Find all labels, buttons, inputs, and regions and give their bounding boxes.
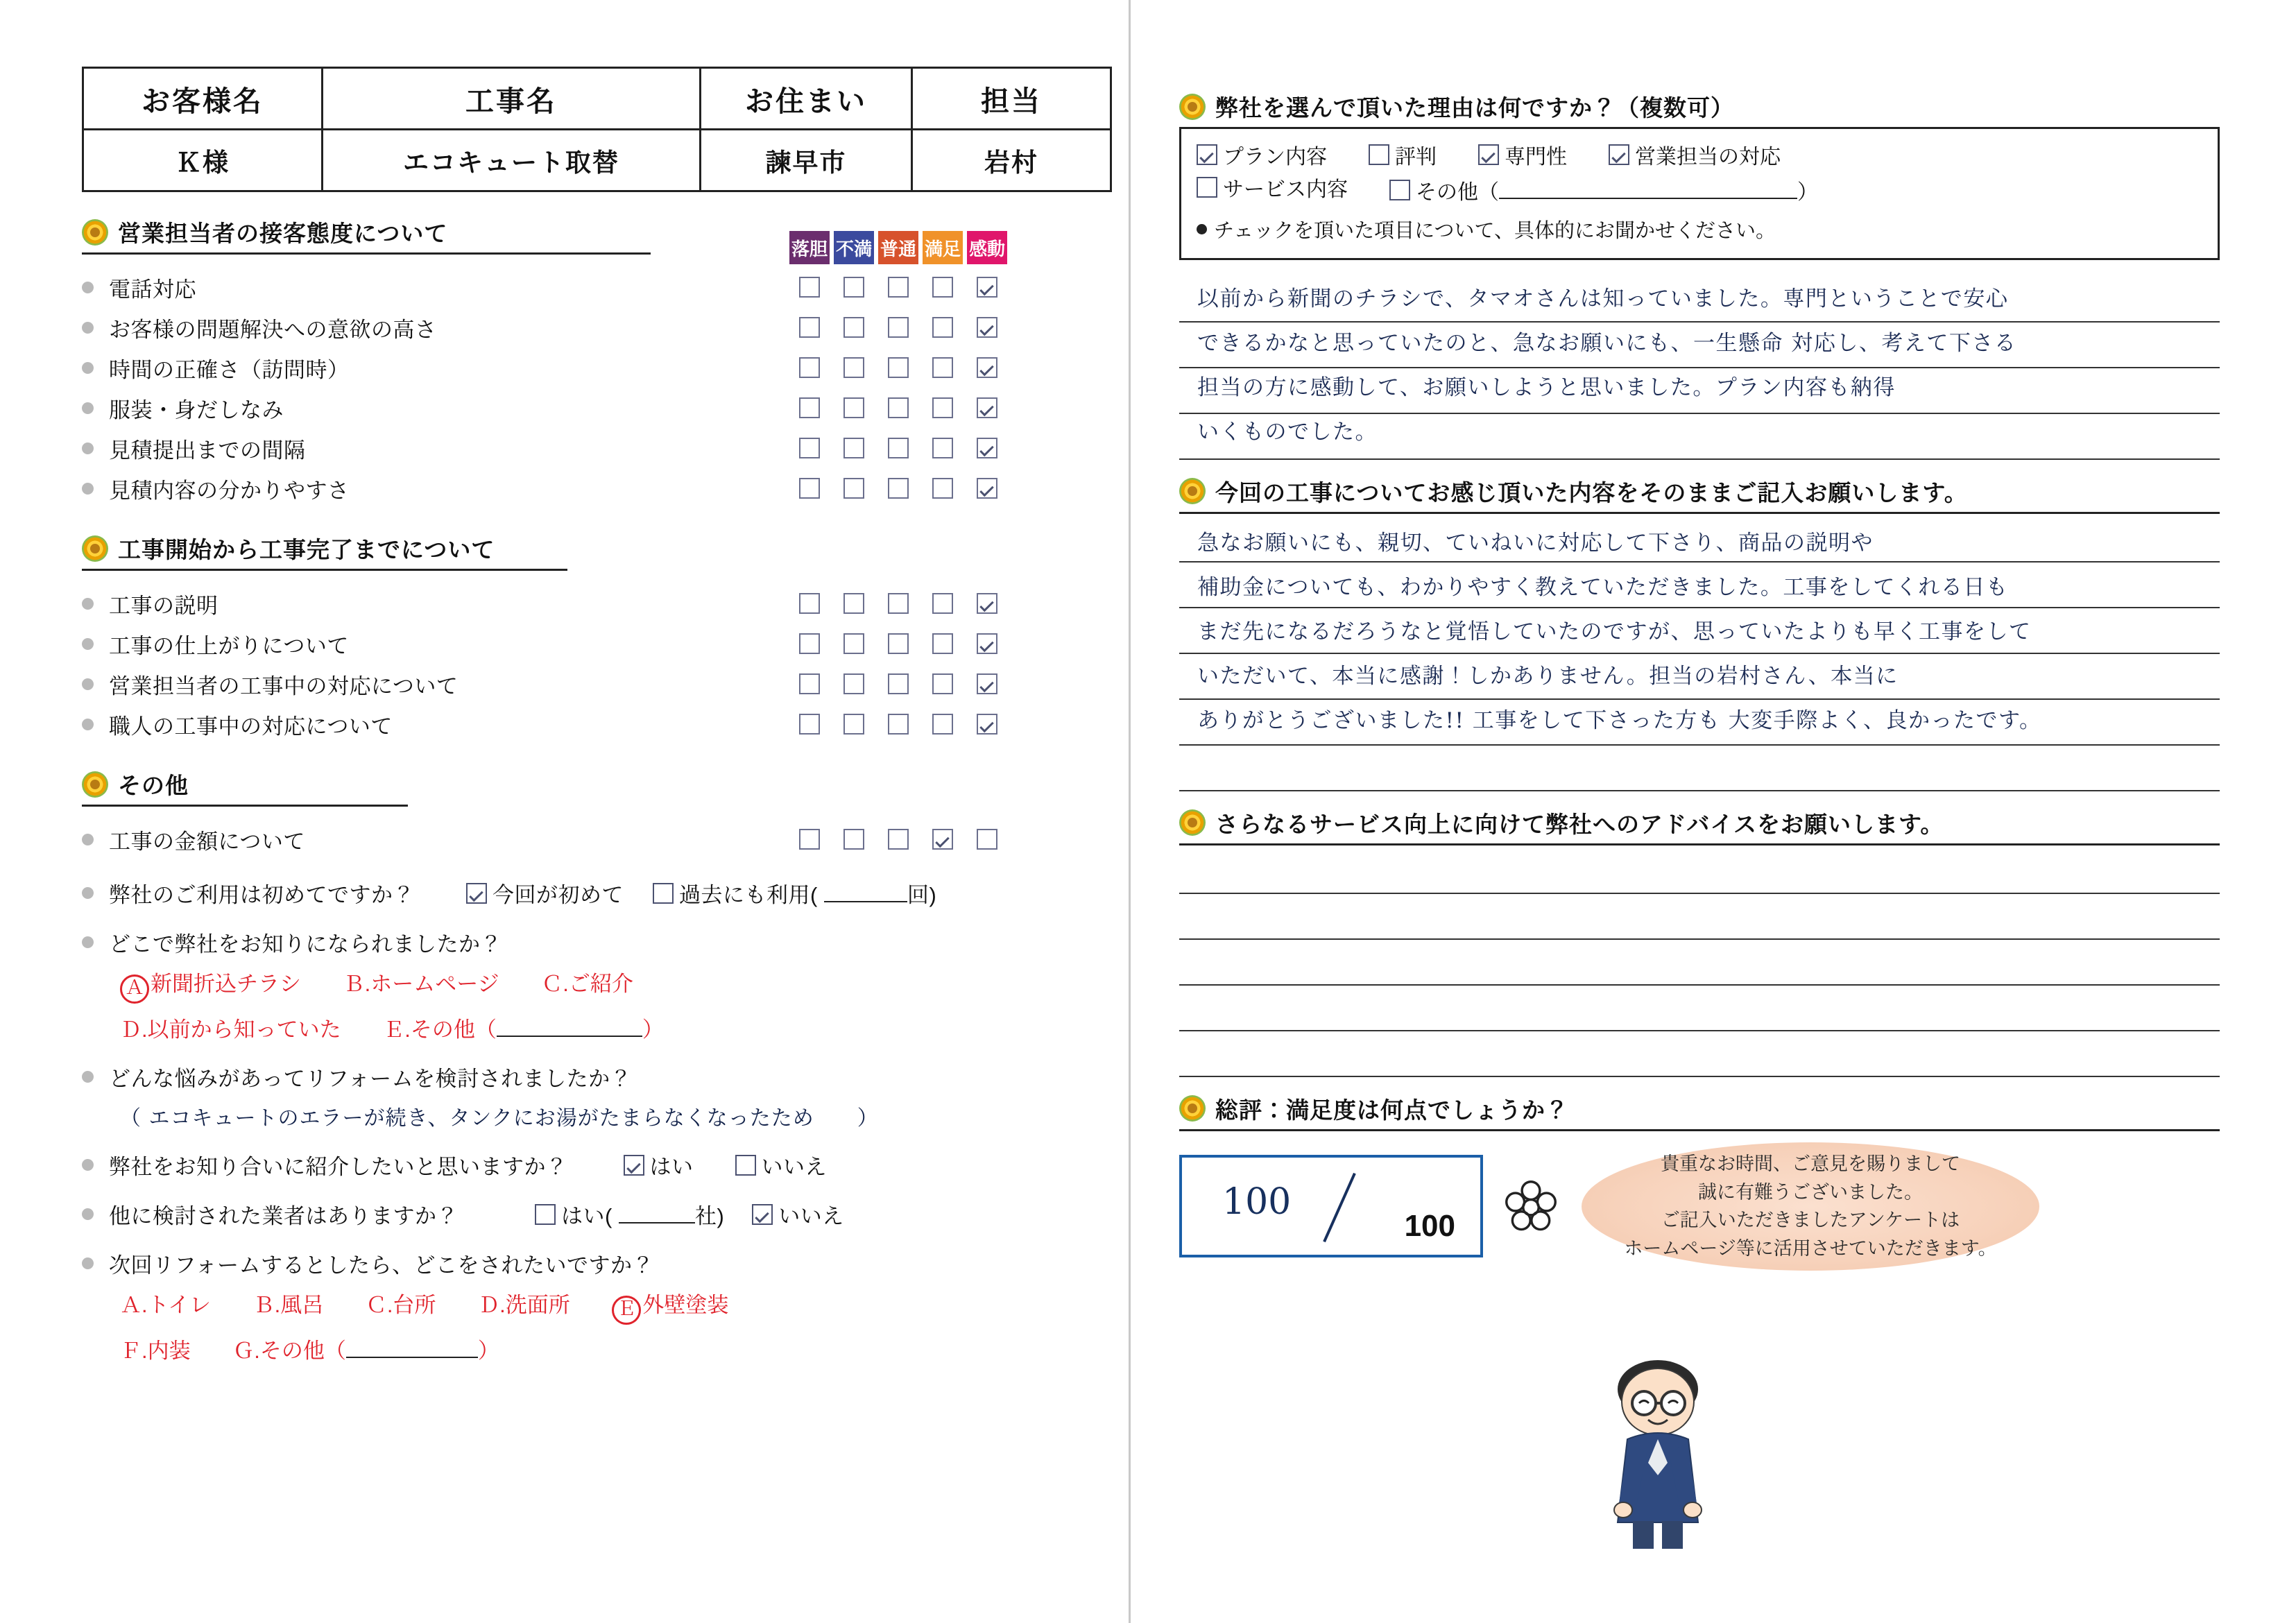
reason-option-sales-response[interactable]: 営業担当の対応 [1609,141,1781,174]
impression-hw-line-2: 補助金についても、わかりやすく教えていただきました。工事をしてくれる日も [1197,574,2009,600]
impression-hw-line-5: ありがとうございました!! 工事をして下さった方も 大変手際よく、良かったです。 [1197,707,2042,733]
reason-note: チェックを頂いた項目について、具体的にお聞かせください。 [1197,216,2202,247]
question-next-reform [82,1248,1102,1364]
flower-logo-icon [1501,1176,1561,1236]
bullet-icon [82,1159,94,1171]
section-3-rows [82,819,1102,859]
checkbox-fuman[interactable] [843,673,864,694]
rating-row [82,664,1102,704]
rating-row-label: お客様の問題解決への意欲の高さ [109,317,437,342]
label-first-time: 今回が初めて [492,883,624,907]
rating-row [82,388,1102,428]
label-referral-no: いいえ [761,1155,827,1179]
checkbox-manzoku[interactable] [932,317,953,338]
legend-item-0: 落胆 [789,231,830,264]
circle-marker-A: Ａ [120,974,149,1004]
reason-handwriting-area[interactable] [1179,277,2220,460]
checkbox-fuman[interactable] [843,593,864,614]
td-staff: 岩村 [912,130,1111,191]
checkbox-kandou[interactable] [977,438,997,458]
question-trouble [82,1061,1102,1131]
sunflower-icon [1179,809,1206,836]
question-referral [82,1149,1102,1180]
bullet-icon [82,1208,94,1220]
impression-hw-line-3: まだ先になるだろうなと覚悟していたのですが、思っていたよりも早く工事をして [1197,619,2032,644]
answer-trouble[interactable]: （ エコキュートのエラーが続き、タンクにお湯がたまらなくなったため ） [120,1106,879,1131]
label-other-vendor-yes: はい( [561,1204,612,1228]
checkbox-rakutan[interactable] [799,714,820,735]
sunflower-icon [82,771,108,798]
checkbox-futsuu[interactable] [888,673,909,694]
question-first-use-label: 弊社のご利用は初めてですか？ [109,883,415,907]
option-C-referral[interactable]: Ｃ.ご紹介 [541,972,633,996]
th-work-name: 工事名 [323,68,701,130]
checkbox-futsuu[interactable] [888,714,909,735]
score-title: 総評：満足度は何点でしょうか？ [1215,1097,1569,1123]
checkbox-manzoku[interactable] [932,673,953,694]
bullet-icon [82,402,94,414]
checkbox-kandou[interactable] [977,673,997,694]
input-use-count[interactable] [824,877,907,902]
impression-hw-line-4: いただいて、本当に感謝！しかありません。担当の岩村さん、本当に [1197,663,1899,689]
checkbox-fuman[interactable] [843,829,864,850]
checkbox-service[interactable] [1197,177,1217,198]
bullet-icon [82,678,94,690]
how-know-options-line2 [120,1012,1102,1043]
section-3-heading [82,768,1102,800]
th-residence: お住まい [701,68,912,130]
rating-row-label: 電話対応 [109,277,196,302]
rating-row-label: 工事の説明 [109,593,219,618]
reason-title: 弊社を選んで頂いた理由は何ですか？（複数可） [1215,95,1734,121]
option-D-washroom[interactable]: Ｄ.洗面所 [478,1293,570,1317]
checkbox-manzoku[interactable] [932,478,953,499]
impression-rule [1179,512,2220,514]
checkbox-rakutan[interactable] [799,438,820,458]
checkbox-rakutan[interactable] [799,357,820,378]
section-1-rows [82,267,1102,508]
thanks-line-1: 貴重なお時間、ご意見を賜りまして [1661,1153,1960,1175]
reason-heading [1179,90,2220,123]
checkbox-futsuu[interactable] [888,829,909,850]
checkbox-manzoku[interactable] [932,357,953,378]
checkbox-manzoku[interactable] [932,438,953,458]
impression-hw-line-1: 急なお願いにも、親切、ていねいに対応して下さり、商品の説明や [1197,530,1874,556]
rating-row [82,704,1102,744]
rating-row-label: 工事の金額について [109,829,305,854]
input-how-know-other[interactable] [497,1012,642,1037]
bullet-icon [82,1071,94,1083]
checkbox-kandou[interactable] [977,357,997,378]
score-rule [1179,1129,2220,1131]
input-vendor-count[interactable] [619,1199,695,1223]
rating-row-label: 職人の工事中の対応について [109,714,393,739]
sunflower-icon [1179,1095,1206,1122]
checkbox-sales-response[interactable] [1609,144,1629,165]
rating-checkbox-group[interactable] [789,351,1007,384]
rating-row [82,624,1102,664]
square-bullet-icon [1197,224,1207,234]
bullet-icon [82,362,94,374]
option-G-other[interactable]: Ｇ.その他（ ） [232,1339,499,1363]
checkbox-rakutan[interactable] [799,317,820,338]
option-C-kitchen[interactable]: Ｃ.台所 [365,1293,436,1317]
bullet-icon [82,598,94,610]
bullet-icon [82,719,94,730]
section-1-rule [82,252,651,255]
section-2-title: 工事開始から工事完了までについて [118,537,495,563]
next-reform-options-line1 [120,1287,1102,1325]
bullet-icon [82,322,94,334]
legend-item-4: 感動 [967,231,1007,264]
rating-row-label: 営業担当者の工事中の対応について [109,673,459,698]
thanks-line-3: ご記入いただきましたアンケートは [1661,1210,1960,1231]
rule-line [1179,894,2220,940]
sunflower-icon [82,219,108,246]
td-residence: 諫早市 [701,130,912,191]
reason-option-plan[interactable]: プラン内容 [1197,141,1327,174]
rating-row [82,307,1102,347]
right-column [1179,67,2220,1271]
advice-rule [1179,843,2220,845]
sunflower-icon [1179,478,1206,504]
rating-row [82,583,1102,624]
option-E-other[interactable]: Ｅ.その他（ ） [383,1017,664,1042]
rating-row [82,428,1102,468]
checkbox-first-time[interactable] [466,883,487,904]
section-2-rows [82,583,1102,744]
section-1-title: 営業担当者の接客態度について [118,221,448,246]
mascot-illustration [1588,1349,1727,1550]
rating-checkbox-group[interactable] [789,823,1007,856]
how-know-options-line1 [120,966,1102,1004]
option-B-homepage[interactable]: Ｂ.ホームページ [343,972,499,996]
rating-checkbox-group[interactable] [789,311,1007,344]
checkbox-fuman[interactable] [843,478,864,499]
bullet-icon [82,936,94,948]
checkbox-rakutan[interactable] [799,673,820,694]
checkbox-kandou[interactable] [977,277,997,298]
checkbox-other-vendor-no[interactable] [752,1204,773,1225]
checkbox-manzoku[interactable] [932,829,953,850]
question-first-use [82,877,1102,909]
circle-marker-E: Ｅ [612,1296,641,1325]
advice-handwriting-area[interactable] [1179,848,2220,1077]
rating-checkbox-group[interactable] [789,391,1007,424]
rating-row-label: 見積提出までの間隔 [109,438,306,463]
rating-row-label: 服装・身だしなみ [109,397,284,422]
td-work-name: エコキュート取替 [323,130,701,191]
rule-line [1179,986,2220,1031]
rating-checkbox-group[interactable] [789,587,1007,620]
checkbox-expertise[interactable] [1478,144,1499,165]
checkbox-used-before[interactable] [653,883,674,904]
reason-option-service[interactable]: サービス内容 [1197,174,1348,209]
bullet-icon [82,887,94,899]
score-value: 100 [1222,1181,1292,1223]
reason-hw-line-2: できるかなと思っていたのと、急なお願いにも、一生懸命 対応し、考えて下さる [1197,330,2017,356]
thanks-line-4: ホームページ等に活用させていただきます。 [1624,1237,1997,1259]
rating-checkbox-group[interactable] [789,707,1007,741]
reason-hw-line-3: 担当の方に感動して、お願いしようと思いました。プラン内容も納得 [1197,375,1896,400]
thanks-line-2: 誠に有難うございました。 [1698,1181,1923,1203]
checkbox-fuman[interactable] [843,357,864,378]
rating-row-label: 時間の正確さ（訪問時） [109,357,350,382]
checkbox-rakutan[interactable] [799,829,820,850]
checkbox-manzoku[interactable] [932,633,953,654]
sunflower-icon [82,535,108,562]
checkbox-fuman[interactable] [843,397,864,418]
rating-checkbox-group[interactable] [789,270,1007,304]
checkbox-kandou[interactable] [977,829,997,850]
checkbox-referral-no[interactable] [735,1155,756,1176]
question-how-know-label: どこで弊社をお知りになられましたか？ [109,932,502,956]
advice-heading [1179,807,2220,839]
reason-options-row1 [1197,141,2202,174]
rating-checkbox-group[interactable] [789,472,1007,505]
rating-row-label: 見積内容の分かりやすさ [109,478,350,503]
reason-option-expertise[interactable]: 専門性 [1478,141,1567,174]
checkbox-futsuu[interactable] [888,438,909,458]
bullet-icon [82,1257,94,1269]
rating-legend [789,231,1007,264]
bullet-icon [82,282,94,293]
table-header-row [83,68,1111,130]
section-2-heading [82,532,1102,565]
checkbox-other-reason[interactable] [1389,180,1410,200]
checkbox-rakutan[interactable] [799,277,820,298]
sunflower-icon [1179,94,1206,120]
section-3-title: その他 [118,773,189,798]
rating-checkbox-group[interactable] [789,667,1007,701]
reason-hw-line-4: いくものでした。 [1197,419,1378,445]
reason-option-reputation[interactable]: 評判 [1369,141,1437,174]
section-3-rule [82,805,408,807]
checkbox-rakutan[interactable] [799,478,820,499]
checkbox-rakutan[interactable] [799,593,820,614]
label-referral-yes: はい [649,1155,694,1179]
rating-row [82,468,1102,508]
rating-row [82,819,1102,859]
checkbox-rakutan[interactable] [799,397,820,418]
checkbox-plan[interactable] [1197,144,1217,165]
bullet-icon [82,638,94,650]
checkbox-rakutan[interactable] [799,633,820,654]
checkbox-futsuu[interactable] [888,397,909,418]
rating-row [82,267,1102,307]
rating-row-label: 工事の仕上がりについて [109,633,349,658]
question-other-vendor [82,1199,1102,1230]
legend-item-3: 満足 [923,231,963,264]
bullet-icon [82,483,94,495]
rule-line [1179,848,2220,894]
checkbox-reputation[interactable] [1369,144,1389,165]
question-other-vendor-label: 他に検討された業者はありますか？ [109,1204,459,1228]
customer-header-table [82,67,1112,192]
checkbox-futsuu[interactable] [888,478,909,499]
checkbox-manzoku[interactable] [932,397,953,418]
option-A-toilet[interactable]: Ａ.トイレ [120,1293,212,1317]
option-A-flyer[interactable]: Ａ 新聞折込チラシ [120,972,301,996]
checkbox-kandou[interactable] [977,397,997,418]
checkbox-fuman[interactable] [843,633,864,654]
section-2-rule [82,569,567,571]
checkbox-futsuu[interactable] [888,357,909,378]
checkbox-manzoku[interactable] [932,593,953,614]
checkbox-futsuu[interactable] [888,277,909,298]
checkbox-manzoku[interactable] [932,277,953,298]
rating-row [82,347,1102,388]
th-staff: 担当 [912,68,1111,130]
page-divider [1129,0,1131,1623]
checkbox-kandou[interactable] [977,633,997,654]
bullet-icon [82,834,94,845]
th-customer-name: お客様名 [83,68,323,130]
score-area [1179,1142,2220,1271]
checkbox-fuman[interactable] [843,317,864,338]
thanks-bubble [1582,1142,2039,1271]
checkbox-kandou[interactable] [977,593,997,614]
legend-item-2: 普通 [878,231,918,264]
option-D-known-before[interactable]: Ｄ.以前から知っていた [120,1017,341,1042]
impression-title: 今回の工事についてお感じ頂いた内容をそのままご記入お願いします。 [1215,479,1968,506]
checkbox-fuman[interactable] [843,714,864,735]
question-next-reform-label: 次回リフォームするとしたら、どこをされたいですか？ [109,1253,654,1278]
score-box[interactable] [1179,1155,1483,1257]
reason-box [1179,129,2220,260]
label-used-before-suffix: 回) [907,883,937,907]
impression-handwriting-area[interactable] [1179,517,2220,791]
rule-line [1179,746,2220,791]
checkbox-futsuu[interactable] [888,317,909,338]
checkbox-fuman[interactable] [843,438,864,458]
reason-hw-line-1: 以前から新聞のチラシで、タマオさんは知っていました。専門ということで安心 [1197,286,2009,311]
option-E-exterior-paint[interactable]: Ｅ 外壁塗装 [612,1293,728,1317]
checkbox-kandou[interactable] [977,714,997,735]
checkbox-futsuu[interactable] [888,593,909,614]
td-customer-name: Ｋ様 [83,130,323,191]
advice-title: さらなるサービス向上に向けて弊社へのアドバイスをお願いします。 [1215,811,1944,837]
input-other-reason[interactable] [1499,174,1797,199]
reason-options-row2 [1197,174,2202,209]
score-slash [1323,1173,1356,1242]
bullet-icon [82,443,94,454]
rating-checkbox-group[interactable] [789,431,1007,465]
score-denominator: 100 [1404,1209,1455,1244]
legend-item-1: 不満 [834,231,874,264]
left-column [82,67,1102,1364]
next-reform-options-line2 [120,1333,1102,1364]
rule-line [1179,940,2220,986]
checkbox-other-vendor-yes[interactable] [535,1204,556,1225]
impression-heading [1179,475,2220,508]
label-other-vendor-yes-suffix: 社) [694,1204,725,1228]
checkbox-referral-yes[interactable] [624,1155,644,1176]
checkbox-futsuu[interactable] [888,633,909,654]
checkbox-manzoku[interactable] [932,714,953,735]
label-used-before: 過去にも利用( [679,883,818,907]
rule-line [1179,1031,2220,1077]
score-heading [1179,1092,2220,1125]
rating-checkbox-group[interactable] [789,627,1007,660]
question-referral-label: 弊社をお知り合いに紹介したいと思いますか？ [109,1155,568,1179]
option-F-interior[interactable]: Ｆ.内装 [120,1339,191,1363]
question-trouble-label: どんな悩みがあってリフォームを検討されましたか？ [109,1067,633,1091]
table-value-row [83,130,1111,191]
checkbox-kandou[interactable] [977,317,997,338]
question-how-know [82,927,1102,1043]
checkbox-kandou[interactable] [977,478,997,499]
checkbox-fuman[interactable] [843,277,864,298]
option-B-bath[interactable]: Ｂ.風呂 [252,1293,324,1317]
reason-option-other[interactable]: その他（ ） [1389,174,1818,209]
input-next-other[interactable] [346,1333,478,1358]
label-other-vendor-no: いいえ [778,1204,844,1228]
